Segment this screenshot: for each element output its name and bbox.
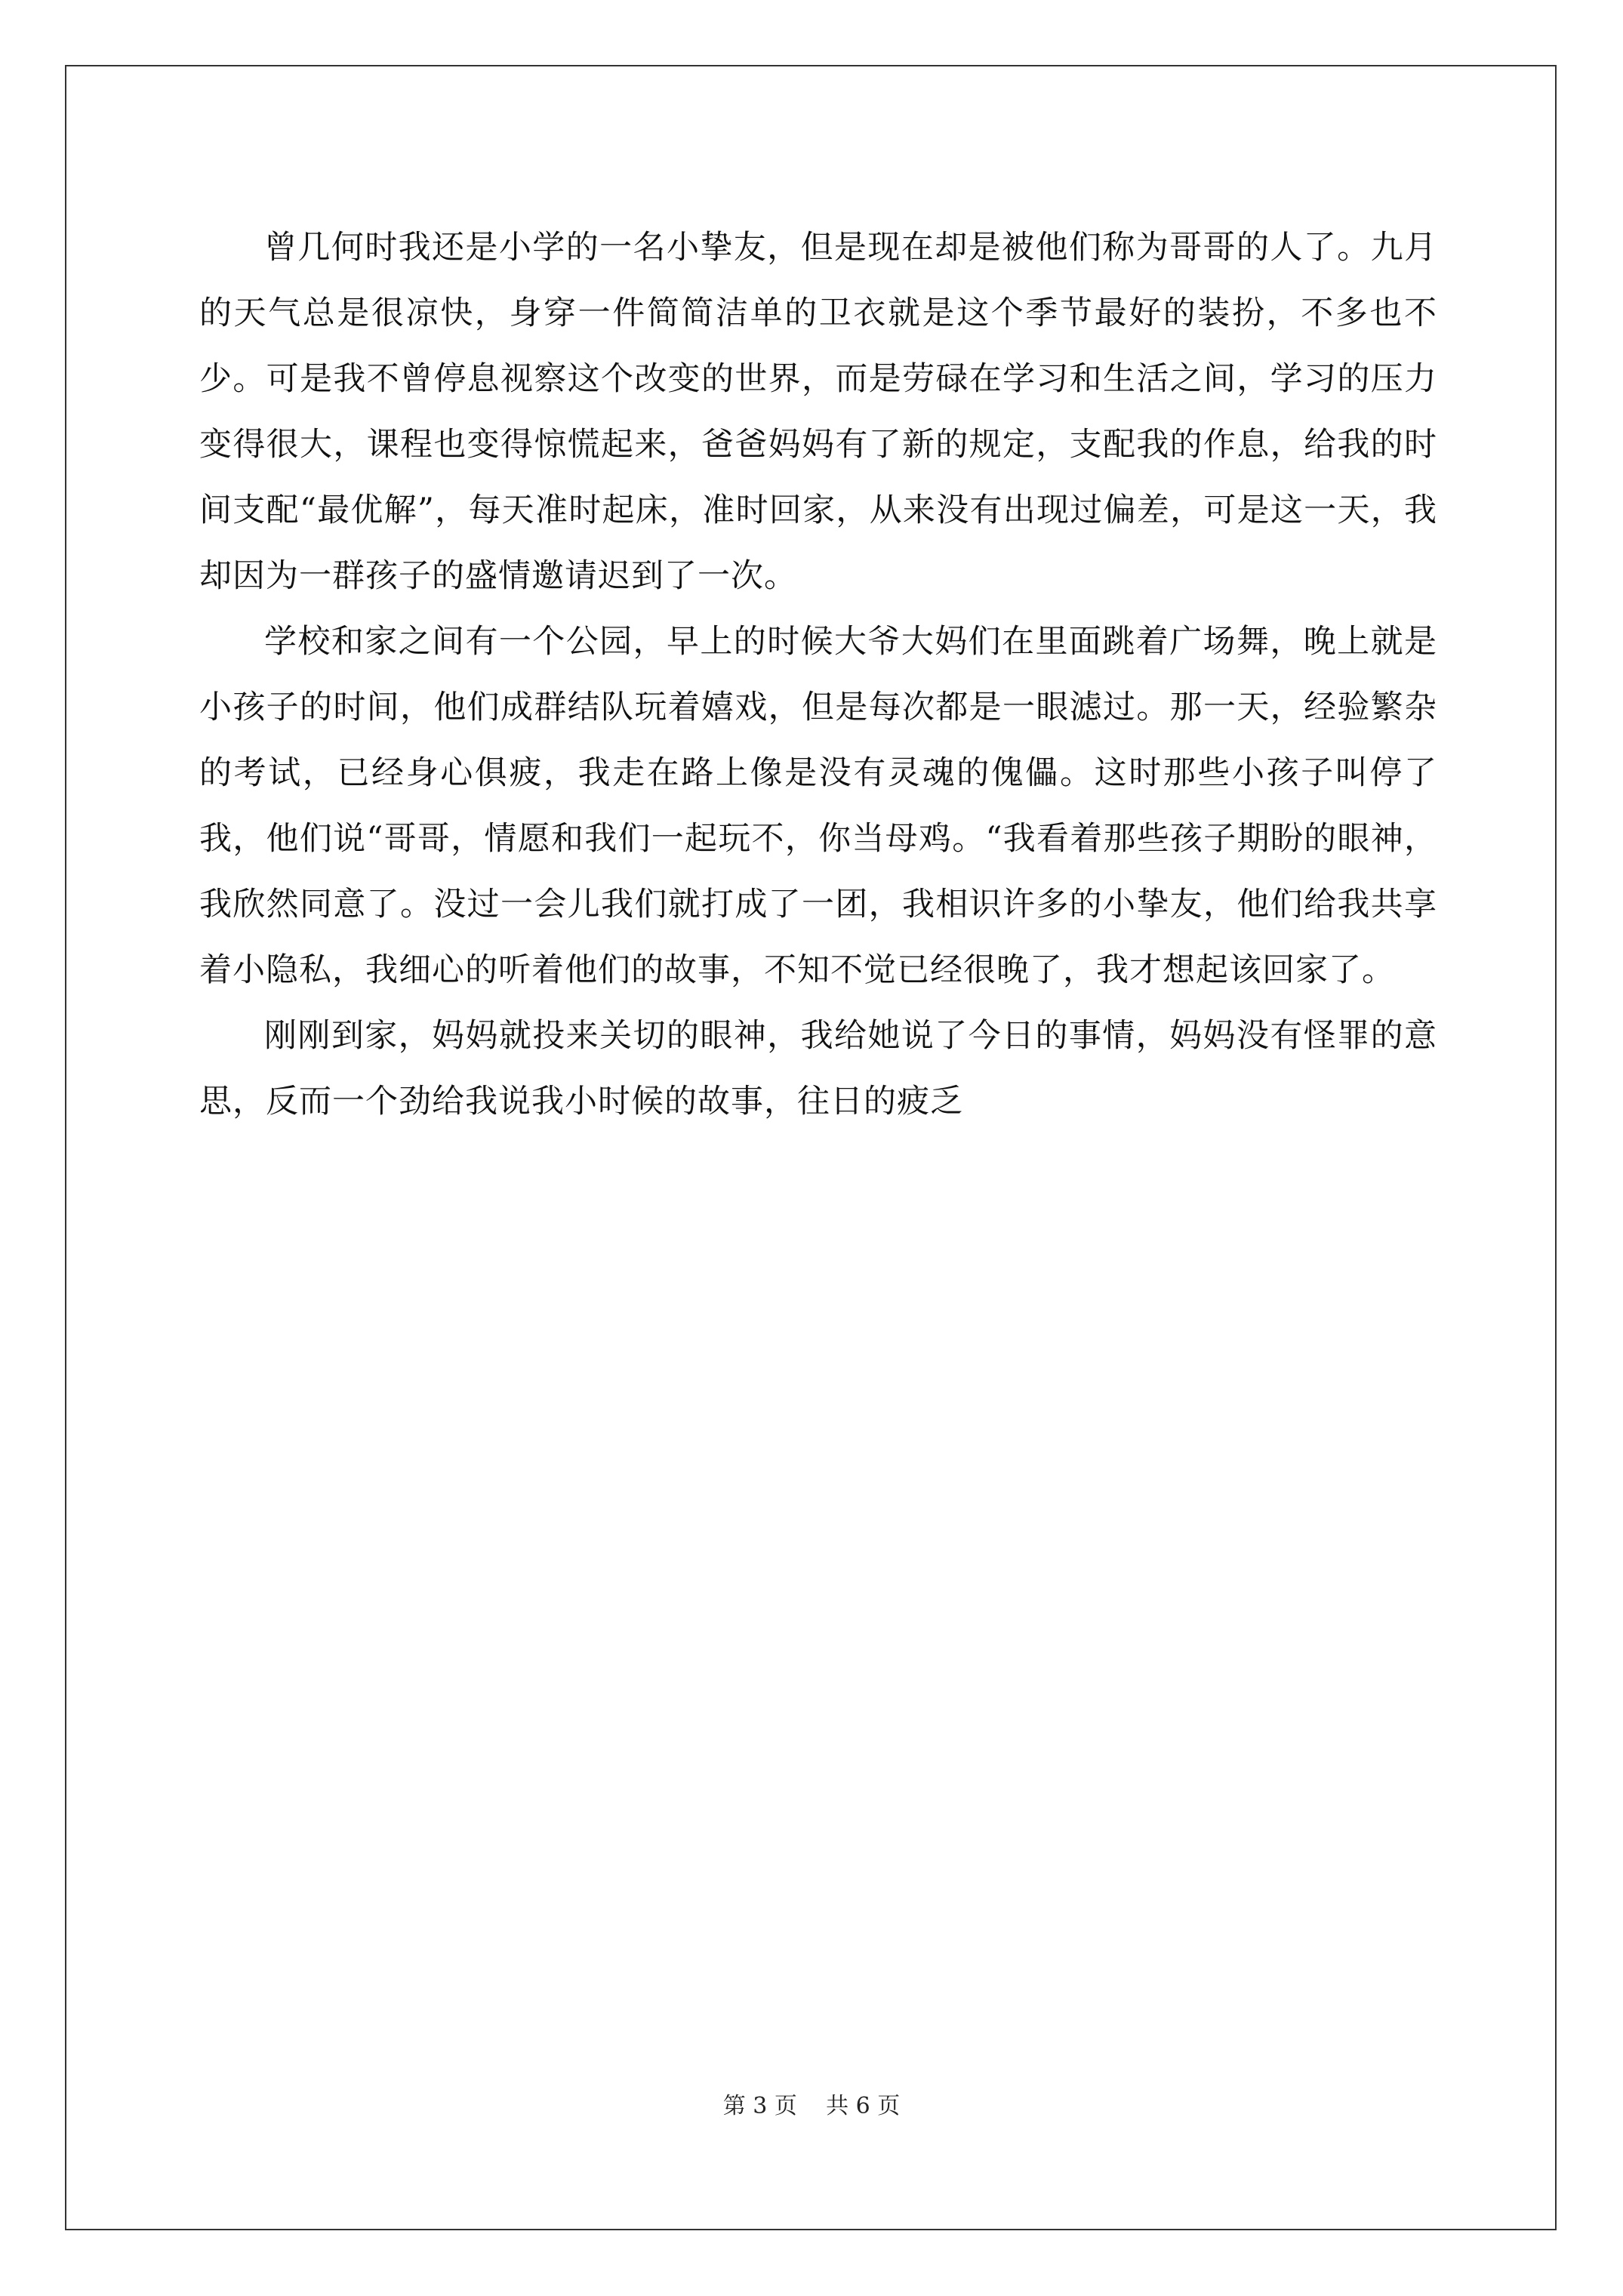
paragraph-1: 曾几何时我还是小学的一名小挚友，但是现在却是被他们称为哥哥的人了。九月的天气总是很凉快，身穿一件简简洁单的卫衣就是这个季节最好的装扮，不多也不少。可是我不曾停息视察这个改变的世界，而是劳碌在学习和生活之间，学习的压力变得很大，课程也变得惊慌起来，爸爸妈妈有了新的规定，支配我的作息，给我的时间支配“最优解”，每天准时起床，准时回家，从来没有出现过偏差，可是这一天，我却因为一群孩子的盛情邀请迟到了一次。 bbox=[199, 229, 1437, 595]
paragraph-3: 刚刚到家，妈妈就投来关切的眼神，我给她说了今日的事情，妈妈没有怪罪的意思，反而一个劲给我说我小时候的故事，往日的疲乏 bbox=[199, 1017, 1437, 1120]
page-number-footer: 第 3 页 共 6 页 bbox=[722, 2093, 901, 2119]
paragraph-2: 学校和家之间有一个公园，早上的时候大爷大妈们在里面跳着广场舞，晚上就是小孩子的时间，他们成群结队玩着嬉戏，但是每次都是一眼滤过。那一天，经验繁杂的考试，已经身心俱疲，我走在路上像是没有灵魂的傀儡。这时那些小孩子叫停了我，他们说“哥哥，情愿和我们一起玩不，你当母鸡。“我看着那些孩子期盼的眼神，我欣然同意了。没过一会儿我们就打成了一团，我相识许多的小挚友，他们给我共享着小隐私，我细心的听着他们的故事，不知不觉已经很晚了，我才想起该回家了。 bbox=[199, 623, 1437, 989]
document-body bbox=[199, 215, 1437, 1135]
